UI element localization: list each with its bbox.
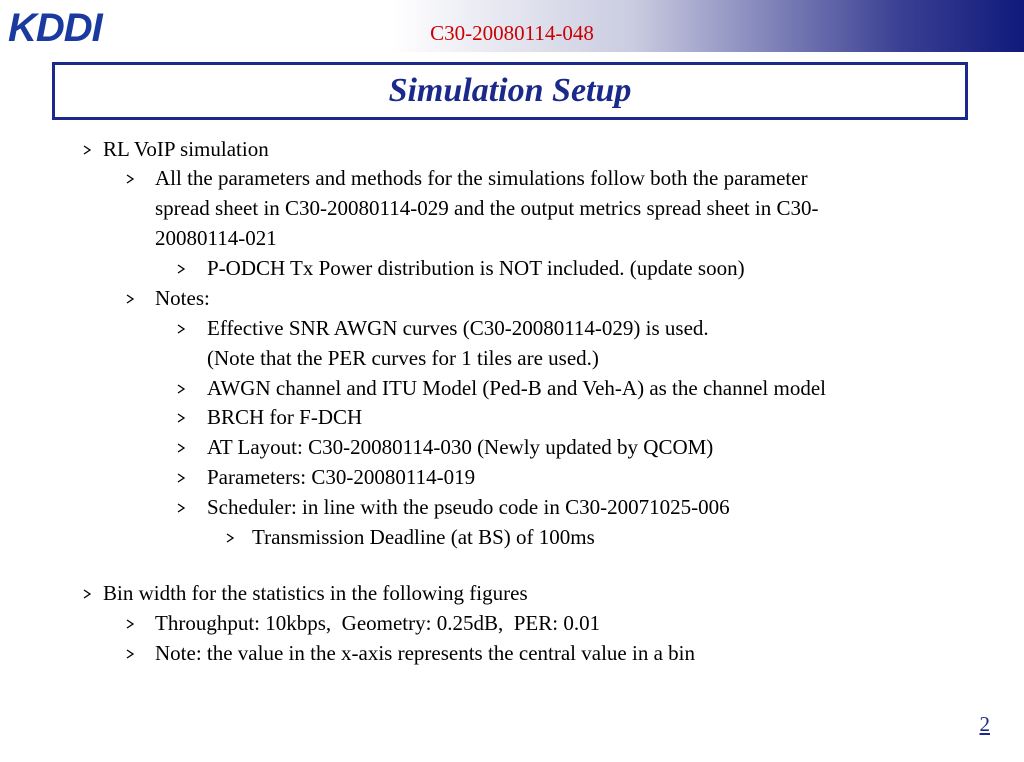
chevron-right-icon (176, 473, 186, 483)
bullet-parameters (125, 165, 819, 251)
chevron-right-icon (176, 324, 186, 334)
bullet-text: P-ODCH Tx Power distribution is NOT included. (update soon) (207, 256, 745, 280)
bullet-bin-width (82, 580, 528, 606)
bullet-at-layout (176, 434, 713, 460)
bullet-parameters-ref (176, 464, 475, 490)
chevron-right-icon (176, 413, 186, 423)
bullet-text: BRCH for F-DCH (207, 405, 363, 429)
bullet-text: Bin width for the statistics in the following figures (103, 581, 528, 605)
bullet-text-line: spread sheet in C30-20080114-029 and the output metrics spread sheet in C30- (155, 196, 819, 220)
chevron-right-icon (176, 264, 186, 274)
bullet-scheduler (176, 494, 730, 520)
bullet-text: Notes: (155, 286, 210, 310)
bullet-note-x-axis (125, 640, 695, 666)
bullet-text: Scheduler: in line with the pseudo code in C30-20071025-006 (207, 495, 730, 519)
slide-title: Simulation Setup (388, 72, 632, 109)
svg-text:KDDI: KDDI (8, 6, 102, 48)
bullet-text-line: 20080114-021 (155, 226, 277, 250)
bullet-text: Transmission Deadline (at BS) of 100ms (252, 525, 595, 549)
bullet-podch (176, 255, 745, 281)
chevron-right-icon (176, 384, 186, 394)
chevron-right-icon (225, 533, 235, 543)
bullet-transmission-deadline (225, 524, 595, 550)
bullet-text: RL VoIP simulation (103, 137, 269, 161)
chevron-right-icon (125, 294, 135, 304)
chevron-right-icon (176, 443, 186, 453)
bullet-text-line: (Note that the PER curves for 1 tiles are used.) (207, 346, 599, 370)
bullet-text-line: All the parameters and methods for the simulations follow both the parameter (155, 166, 808, 190)
chevron-right-icon (125, 174, 135, 184)
bullet-text: AT Layout: C30-20080114-030 (Newly updated by QCOM) (207, 435, 714, 459)
chevron-right-icon (82, 589, 92, 599)
bullet-brch (176, 404, 362, 430)
page-number[interactable]: 2 (979, 712, 990, 736)
bullet-text: Throughput: 10kbps, Geometry: 0.25dB, PER: 0.01 (155, 611, 601, 635)
bullet-text-line: Effective SNR AWGN curves (C30-20080114-029) is used. (207, 316, 709, 340)
chevron-right-icon (125, 649, 135, 659)
bullet-notes (125, 285, 210, 311)
bullet-throughput (125, 610, 600, 636)
chevron-right-icon (125, 619, 135, 629)
bullet-text: Parameters: C30-20080114-019 (207, 465, 476, 489)
title-box (52, 62, 968, 120)
bullet-effective-snr (176, 315, 709, 371)
document-id: C30-20080114-048 (430, 21, 594, 45)
header-band (0, 0, 1024, 52)
chevron-right-icon (176, 503, 186, 513)
bullet-rl-voip (82, 136, 269, 162)
chevron-right-icon (82, 145, 92, 155)
bullet-text: Note: the value in the x-axis represents the central value in a bin (155, 641, 695, 665)
bullet-text: AWGN channel and ITU Model (Ped-B and Veh-A) as the channel model (207, 376, 826, 400)
bullet-awgn-channel (176, 375, 826, 401)
